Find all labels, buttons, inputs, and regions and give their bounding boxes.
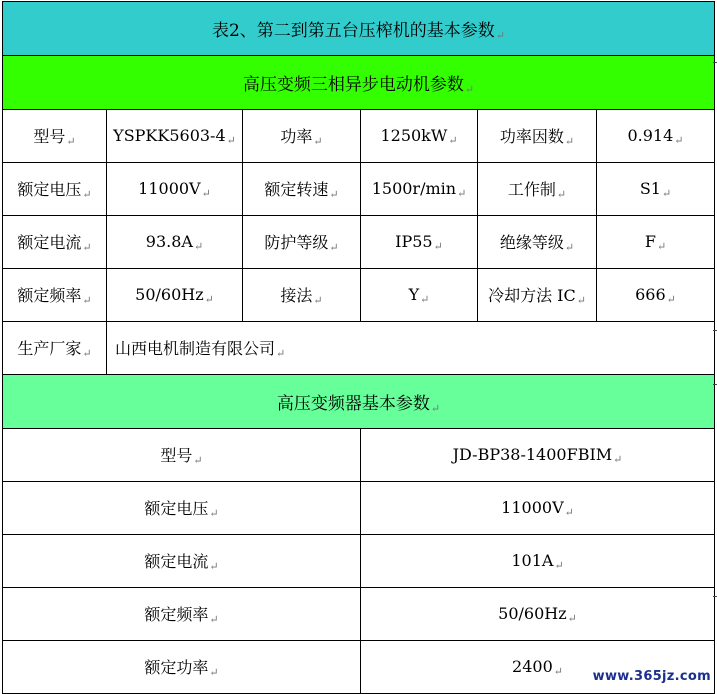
parameter-table-body — [3, 2, 715, 694]
param-label-text: 额定转速 — [264, 180, 329, 199]
param-value-text: 0.914 — [627, 125, 674, 145]
converter-section-heading — [3, 375, 715, 429]
site-watermark: www.365jz.com — [592, 669, 711, 684]
param-value — [107, 269, 243, 322]
param-value — [361, 216, 478, 269]
param-label — [478, 110, 597, 163]
param-value — [361, 588, 715, 641]
paragraph-mark: ↵ — [313, 135, 323, 148]
manufacturer-label — [3, 322, 107, 375]
paragraph-mark: ↵ — [666, 292, 676, 306]
param-value-text: 11000V — [138, 178, 201, 198]
param-label — [243, 216, 361, 269]
paragraph-mark: ↵ — [464, 82, 475, 96]
param-label-text: 额定频率 — [17, 286, 82, 305]
motor-param-row — [3, 216, 715, 269]
edge-mark — [713, 62, 717, 63]
param-value-text: JD-BP38-1400FBIM — [452, 444, 613, 464]
param-label — [3, 429, 361, 482]
param-label-text: 冷却方法 IC — [488, 286, 576, 305]
param-value-text: Y — [408, 284, 420, 304]
paragraph-mark: ↵ — [82, 347, 92, 360]
param-label-text: 防护等级 — [264, 233, 329, 252]
paragraph-mark: ↵ — [193, 239, 204, 253]
paragraph-mark: ↵ — [564, 135, 575, 148]
converter-section-heading-text: 高压变频器基本参数 — [276, 393, 430, 414]
param-label-text: 额定电压 — [144, 499, 209, 518]
paragraph-mark: ↵ — [209, 507, 219, 520]
param-label — [3, 216, 107, 269]
edge-mark — [713, 596, 717, 597]
paragraph-mark: ↵ — [226, 133, 236, 147]
paragraph-mark: ↵ — [554, 558, 564, 572]
paragraph-mark: ↵ — [66, 135, 76, 148]
param-label — [3, 535, 361, 588]
param-value — [361, 110, 478, 163]
converter-param-row — [3, 429, 715, 482]
paragraph-mark: ↵ — [193, 454, 203, 467]
param-label-text: 型号 — [33, 127, 66, 146]
paragraph-mark: ↵ — [674, 133, 684, 147]
manufacturer-label-text: 生产厂家 — [17, 339, 82, 358]
param-value — [107, 216, 243, 269]
param-label — [3, 641, 361, 694]
paragraph-mark: ↵ — [576, 294, 586, 307]
paragraph-mark: ↵ — [329, 188, 339, 201]
converter-param-row — [3, 482, 715, 535]
param-label-text: 额定电流 — [17, 233, 82, 252]
manufacturer-row — [3, 322, 715, 375]
param-value-text: 50/60Hz — [498, 603, 567, 623]
motor-section-heading-text: 高压变频三相异步电动机参数 — [242, 74, 464, 95]
param-value — [107, 110, 243, 163]
paragraph-mark: ↵ — [82, 294, 92, 307]
table-title-text: 表2、第二到第五台压榨机的基本参数 — [211, 20, 495, 41]
paragraph-mark: ↵ — [201, 186, 211, 200]
param-value-text: IP55 — [395, 231, 433, 251]
paragraph-mark: ↵ — [457, 186, 467, 200]
param-value-text: 93.8A — [145, 231, 193, 251]
paragraph-mark: ↵ — [204, 292, 214, 306]
param-label-text: 接法 — [280, 286, 313, 305]
param-value — [597, 216, 715, 269]
manufacturer-value — [107, 322, 715, 375]
param-value-text: 101A — [511, 550, 554, 570]
param-value — [361, 429, 715, 482]
param-value — [597, 269, 715, 322]
param-value-text: S1 — [639, 178, 661, 198]
converter-heading-row — [3, 375, 715, 429]
param-value — [361, 163, 478, 216]
param-label — [243, 163, 361, 216]
param-value — [361, 641, 715, 694]
paragraph-mark: ↵ — [656, 239, 667, 253]
param-label — [243, 269, 361, 322]
param-value-text: 50/60Hz — [135, 284, 204, 304]
paragraph-mark: ↵ — [567, 611, 577, 625]
paragraph-mark: ↵ — [82, 241, 92, 254]
param-label-text: 额定功率 — [144, 658, 209, 677]
paragraph-mark: ↵ — [209, 613, 219, 626]
paragraph-mark: ↵ — [553, 664, 563, 678]
param-label-text: 功率因数 — [499, 127, 564, 146]
param-label-text: 工作制 — [507, 180, 556, 199]
paragraph-mark: ↵ — [433, 239, 443, 253]
param-label — [478, 216, 597, 269]
converter-param-row — [3, 588, 715, 641]
paragraph-mark: ↵ — [661, 186, 672, 200]
paragraph-mark: ↵ — [430, 401, 441, 415]
param-value-text: 2400 — [512, 656, 553, 676]
param-label-text: 额定电压 — [17, 180, 82, 199]
paragraph-mark: ↵ — [82, 188, 92, 201]
param-value-text: F — [644, 231, 656, 251]
param-value-text: 1500r/min — [371, 178, 457, 198]
paragraph-mark: ↵ — [209, 666, 219, 679]
param-label-text: 功率 — [280, 127, 313, 146]
param-label-text: 额定频率 — [144, 605, 209, 624]
param-value — [597, 110, 715, 163]
paragraph-mark: ↵ — [564, 241, 575, 254]
paragraph-mark: ↵ — [329, 241, 339, 254]
param-label — [3, 110, 107, 163]
paragraph-mark: ↵ — [448, 133, 458, 147]
manufacturer-value-text: 山西电机制造有限公司 — [115, 339, 276, 358]
param-label — [3, 269, 107, 322]
param-label — [3, 482, 361, 535]
paragraph-mark: ↵ — [556, 188, 567, 201]
paragraph-mark: ↵ — [564, 505, 574, 519]
param-value — [361, 269, 478, 322]
motor-heading-row — [3, 56, 715, 110]
param-label — [3, 163, 107, 216]
motor-param-row — [3, 163, 715, 216]
paragraph-mark: ↵ — [209, 560, 219, 573]
motor-param-row — [3, 110, 715, 163]
param-value-text: 1250kW — [380, 125, 448, 145]
edge-mark — [713, 384, 717, 385]
edge-mark — [713, 330, 717, 331]
param-value-text: 11000V — [501, 497, 564, 517]
converter-param-row — [3, 535, 715, 588]
param-label — [243, 110, 361, 163]
converter-param-row — [3, 641, 715, 694]
param-value-text: YSPKK5603-4 — [113, 125, 226, 145]
param-value — [597, 163, 715, 216]
parameter-table — [2, 1, 715, 694]
param-value — [361, 535, 715, 588]
param-label-text: 型号 — [160, 446, 193, 465]
title-row — [3, 2, 715, 56]
paragraph-mark: ↵ — [495, 28, 506, 42]
motor-section-heading — [3, 56, 715, 110]
paragraph-mark: ↵ — [313, 294, 323, 307]
motor-param-row — [3, 269, 715, 322]
param-value — [107, 163, 243, 216]
table-title — [3, 2, 715, 56]
param-label-text: 额定电流 — [144, 552, 209, 571]
paragraph-mark: ↵ — [613, 452, 623, 466]
paragraph-mark: ↵ — [420, 292, 430, 306]
param-value-text: 666 — [635, 284, 666, 304]
param-label — [3, 588, 361, 641]
paragraph-mark: ↵ — [276, 347, 286, 360]
param-label-text: 绝缘等级 — [499, 233, 564, 252]
param-value — [361, 482, 715, 535]
param-label — [478, 269, 597, 322]
param-label — [478, 163, 597, 216]
